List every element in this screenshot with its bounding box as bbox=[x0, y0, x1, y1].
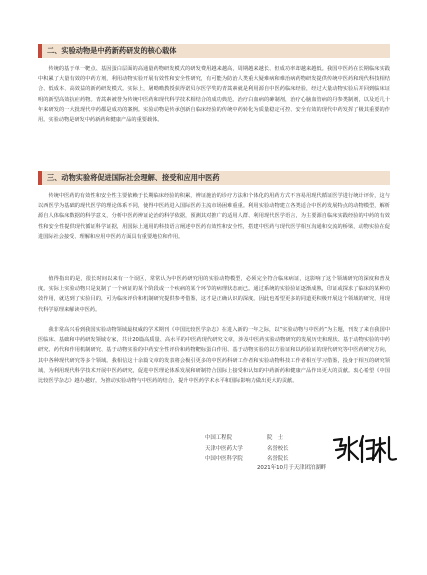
credential-row: 中国工程院 院 士 bbox=[205, 435, 284, 441]
signature-date: 2021年10月于天津团泊湖畔 bbox=[257, 465, 327, 471]
section-3-header bbox=[38, 171, 390, 185]
section-3-paragraph-2: 值得指出的是，很长时间以来有一个误区，常常认为中医药研究用的实验动物模型，必须完全符合临床病证，这影响了这个领域研究的深度和普及度。实际上实验动物只是复制了一个病证的某个阶段或一个疾病的某个环节的病理状态而已。通过系统的实验验证逐渐成熟，印证或探求了临床的某种功效作用，就达到了实验目的，可为临床评价和机制研究提供参考借鉴，这才是正确认识的深度。因此也希望更多的同道更积极开展这个领域的研究，用现代科学原理来解读中医药。 bbox=[38, 276, 390, 313]
author-credentials bbox=[205, 433, 289, 465]
credential-row: 天津中医药大学 名誉校长 bbox=[205, 445, 289, 452]
section-marker bbox=[38, 171, 42, 185]
handwritten-signature bbox=[330, 432, 400, 466]
section-2-title: 二、实验动物是中药新药研发的核心载体 bbox=[47, 46, 177, 55]
section-2-paragraph-1: 传统的基于单一靶点、基因蛋白层面的高通量药物研发模式的研发费用越来越高，周期越来越长、但成功率却越来越低。我国中医药在长期临床实践中积累了大量有效的中药方剂，利用动物实验开展有效性和安全性研究，有可能为防治人类重大疑难病和难治病药物研发提供传统中医药和现代科技相结合、低成本、高效益的新药研发模式。实际上，屠呦呦教授获得诺贝尔医学奖的青蒿素就是利用源自中医药临床经验，经过大量动物实验后并回到临床证明的新型高效抗疟药物。青蒿素被誉为传统中医药和现代科学技术相结合的成功典范。治疗白血病的砷制剂，治疗心脑血管病的丹参类制剂，以及近几十年来研发的一大批现代中药都是成功的案例。实验动物是传承创新自临床经验的传统中药转化为质量稳定可控、安全有效的现代中药发挥了极其重要的作用。实验动物是研发中药新药和健康产品的重要载体。 bbox=[38, 66, 390, 124]
section-2-header bbox=[38, 44, 390, 58]
section-marker bbox=[38, 44, 42, 58]
section-3-title: 三、动物实验将促进国际社会理解、接受和应用中医药 bbox=[47, 173, 220, 182]
credential-row: 中国中医科学院 名誉院长 bbox=[205, 456, 289, 462]
section-3-paragraph-1: 传统中医药的有效性和安全性主要依赖于长期临床经验的积累，辨证施治的诊疗方法和个体化的用药方式不容易用现代循证医学进行统计评价，这与以西医学为基础的现代医学的理论体系不同，使得中医药进入国际医药主流市场困难重重。利用实验动物建立各类适合中医药发展特点的动物模型，解析源自人体临床数据的科学意义，分析中医药辨证论治的科学依据，预测其对推广的适用人群、利用现代医学语言，为主要源自临床实践经验的中药的有效性和安全性提供现代循证科学证据，用国际上通用的科技语言阐述中医药有效性和安全性，搭建中医药与现代医学相互沟通和交流的桥梁，动物实验在促进国际社会接受、理解和应用中医药方面具有重要地位和作用。 bbox=[38, 193, 390, 240]
section-3-paragraph-3: 我非常高兴看到我国实验动物领域最权威的学术期刊《中国比较医学杂志》在进入新的一年之际，以“实验动物与中医药”为主题，刊发了来自我国中医临床、基础和中药研发领域专家，共计20篇高质量、高水平的中医药现代研究文章，涉及中医药实验动物研究的发展历史和现状、基于动物实验的中药研究、药代和作用机制研究、基于动物实验的中药安全性评价和药物靶标蛋白作用、基于动物实验的以方验证和以药验证的现代研究等中医药研究方向，其中各种现代研究等多个领域。我相信这十余篇文章的发表将会极引更多的中医药科研工作者和实验动物科技工作者相互学习借鉴，投身于相互的研究领域，为利用现代科学技术开展中医药研究，促进中医理论体系发展和研制符合国际上接受和认知的中药新药和健康产品作出更大的贡献。衷心希望《中国比较医学杂志》越办越好，为推动实验动物与中医药的结合，提升中医药学术水平和国际影响力做出更大的贡献。 bbox=[38, 327, 390, 385]
